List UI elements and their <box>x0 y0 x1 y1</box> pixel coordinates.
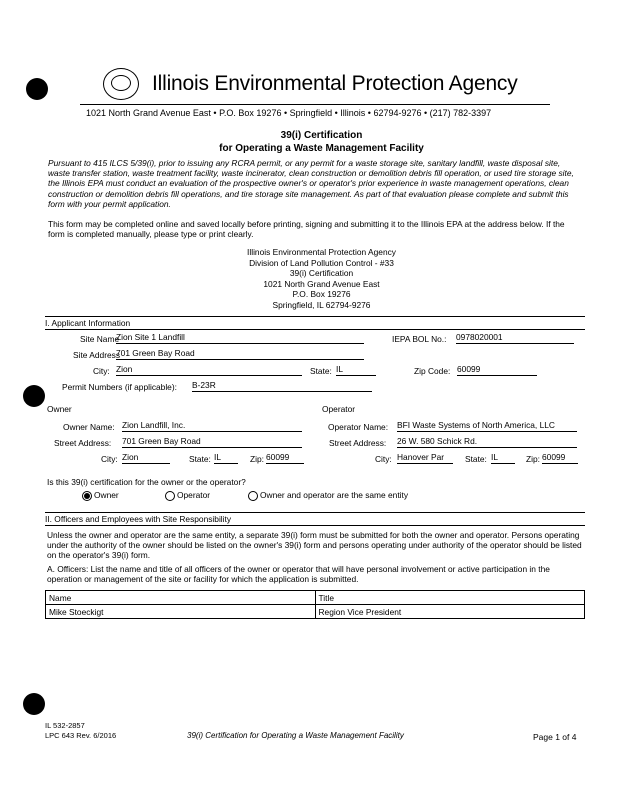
option-owner[interactable] <box>82 490 119 501</box>
bol-label: IEPA BOL No.: <box>392 334 447 344</box>
site-zip-label: Zip Code: <box>414 366 451 376</box>
punch-hole-middle <box>23 385 45 407</box>
option-operator[interactable] <box>165 490 210 501</box>
operator-state-field[interactable]: IL <box>491 452 515 464</box>
mail-line: 1021 North Grand Avenue East <box>263 278 380 289</box>
footer-form-code-1: IL 532-2857 <box>45 721 85 730</box>
mail-line: Division of Land Pollution Control - #33 <box>249 257 394 268</box>
operator-street-label: Street Address: <box>329 438 387 448</box>
header-divider <box>80 104 550 105</box>
site-city-field[interactable]: Zion <box>116 364 302 376</box>
agency-address: 1021 North Grand Avenue East • P.O. Box 19276 • Springfield • Illinois • 62794-9276 • (217) 782-3397 <box>86 108 492 118</box>
operator-zip-field[interactable]: 60099 <box>542 452 578 464</box>
site-address-label: Site Address <box>73 350 121 360</box>
owner-street-field[interactable]: 701 Green Bay Road <box>122 436 302 448</box>
permit-label: Permit Numbers (if applicable): <box>62 382 177 392</box>
operator-name-field[interactable]: BFI Waste Systems of North America, LLC <box>397 420 577 432</box>
site-city-label: City: <box>93 366 110 376</box>
section2-text: Unless the owner and operator are the same entity, a separate 39(i) form must be submitted for both the owner and operator. Persons operating under the authority of the owner should be listed on the owner's 39(i) form and persons operating under authority of the operator should be listed on the operator's 39(i) form. <box>47 530 582 561</box>
owner-name-label: Owner Name: <box>63 422 115 432</box>
officer-name-cell[interactable]: Mike Stoeckigt <box>46 605 316 619</box>
operator-state-label: State: <box>465 454 487 464</box>
mail-line: Illinois Environmental Protection Agency <box>247 247 396 257</box>
site-state-field[interactable]: IL <box>336 364 376 376</box>
section1-heading <box>45 316 585 330</box>
owner-city-label: City: <box>101 454 118 464</box>
owner-state-label: State: <box>189 454 211 464</box>
section2-item-a: A. Officers: List the name and title of all officers of the owner or operator that will have personal involvement or active participation in the operation or management of the site or facility for which the application is submitted. <box>47 564 550 585</box>
operator-zip-label: Zip: <box>526 454 540 464</box>
option-same-entity-label: Owner and operator are the same entity <box>260 490 409 500</box>
bol-field[interactable]: 0978020001 <box>456 332 574 344</box>
page-number: Page 1 of 4 <box>533 732 577 742</box>
mail-line: 39(i) Certification <box>289 268 354 278</box>
owner-street-label: Street Address: <box>54 438 112 448</box>
permit-field[interactable]: B-23R <box>192 380 372 392</box>
operator-city-label: City: <box>375 454 392 464</box>
intro-paragraph: Pursuant to 415 ILCS 5/39(i), prior to issuing any RCRA permit, or any permit for a waste storage site, sanitary landfill, waste disposal site, waste transfer station, waste treatment facility, waste incinerator, clean construction or demolition debris fill operation, or used tire storage site, the Illinois EPA must conduct an evaluation of the prospective owner's or operator's prior experience in waste management operations, clean construction or demolition debris fill operations, and tire storage site management. As part of that evaluation please complete and submit this form with your permit application. <box>48 158 574 209</box>
owner-state-field[interactable]: IL <box>214 452 238 464</box>
owner-zip-label: Zip: <box>250 454 264 464</box>
owner-name-field[interactable]: Zion Landfill, Inc. <box>122 420 302 432</box>
owner-heading: Owner <box>47 404 72 414</box>
officer-title-cell[interactable]: Region Vice President <box>315 605 585 619</box>
operator-street-field[interactable]: 26 W. 580 Schick Rd. <box>397 436 577 448</box>
footer-title: 39(i) Certification for Operating a Waste Management Facility <box>187 731 404 740</box>
owner-radio-icon[interactable] <box>82 491 92 501</box>
owner-zip-field[interactable]: 60099 <box>266 452 304 464</box>
agency-title: Illinois Environmental Protection Agency <box>152 72 518 95</box>
section2-heading <box>45 512 585 526</box>
punch-hole-top <box>26 78 48 100</box>
site-name-field[interactable]: Zion Site 1 Landfill <box>116 332 364 344</box>
section2-heading-text: II. Officers and Employees with Site Responsibility <box>45 514 232 524</box>
footer-form-code-2: LPC 643 Rev. 6/2016 <box>45 731 117 740</box>
operator-name-label: Operator Name: <box>328 422 389 432</box>
option-owner-label: Owner <box>94 490 119 500</box>
site-name-label: Site Name <box>80 334 120 344</box>
site-address-field[interactable]: 701 Green Bay Road <box>116 348 364 360</box>
mailing-address <box>0 247 643 310</box>
title-column-header: Title <box>315 591 585 605</box>
punch-hole-bottom <box>23 693 45 715</box>
operator-radio-icon[interactable] <box>165 491 175 501</box>
owner-city-field[interactable]: Zion <box>122 452 170 464</box>
section1-heading-text: I. Applicant Information <box>45 318 131 328</box>
agency-seal-icon <box>103 68 139 100</box>
site-state-label: State: <box>310 366 332 376</box>
option-operator-label: Operator <box>177 490 211 500</box>
same-entity-radio-icon[interactable] <box>248 491 258 501</box>
mail-line: Springfield, IL 62794-9276 <box>272 299 371 310</box>
form-title-line2: for Operating a Waste Management Facility <box>219 143 424 154</box>
option-same-entity[interactable] <box>248 490 408 501</box>
name-column-header: Name <box>46 591 316 605</box>
operator-heading: Operator <box>322 404 356 414</box>
mail-line: P.O. Box 19276 <box>292 289 351 299</box>
form-title-line1: 39(i) Certification <box>280 130 363 141</box>
certification-question: Is this 39(i) certification for the owner or the operator? <box>47 477 246 487</box>
table-header-row <box>46 591 585 605</box>
site-zip-field[interactable]: 60099 <box>457 364 537 376</box>
officers-table <box>45 590 585 619</box>
table-row <box>46 605 585 619</box>
operator-city-field[interactable]: Hanover Par <box>397 452 453 464</box>
instructions-paragraph: This form may be completed online and saved locally before printing, signing and submitting it to the Illinois EPA at the address below. If the form is completed manually, please type or print clearly. <box>48 219 565 240</box>
